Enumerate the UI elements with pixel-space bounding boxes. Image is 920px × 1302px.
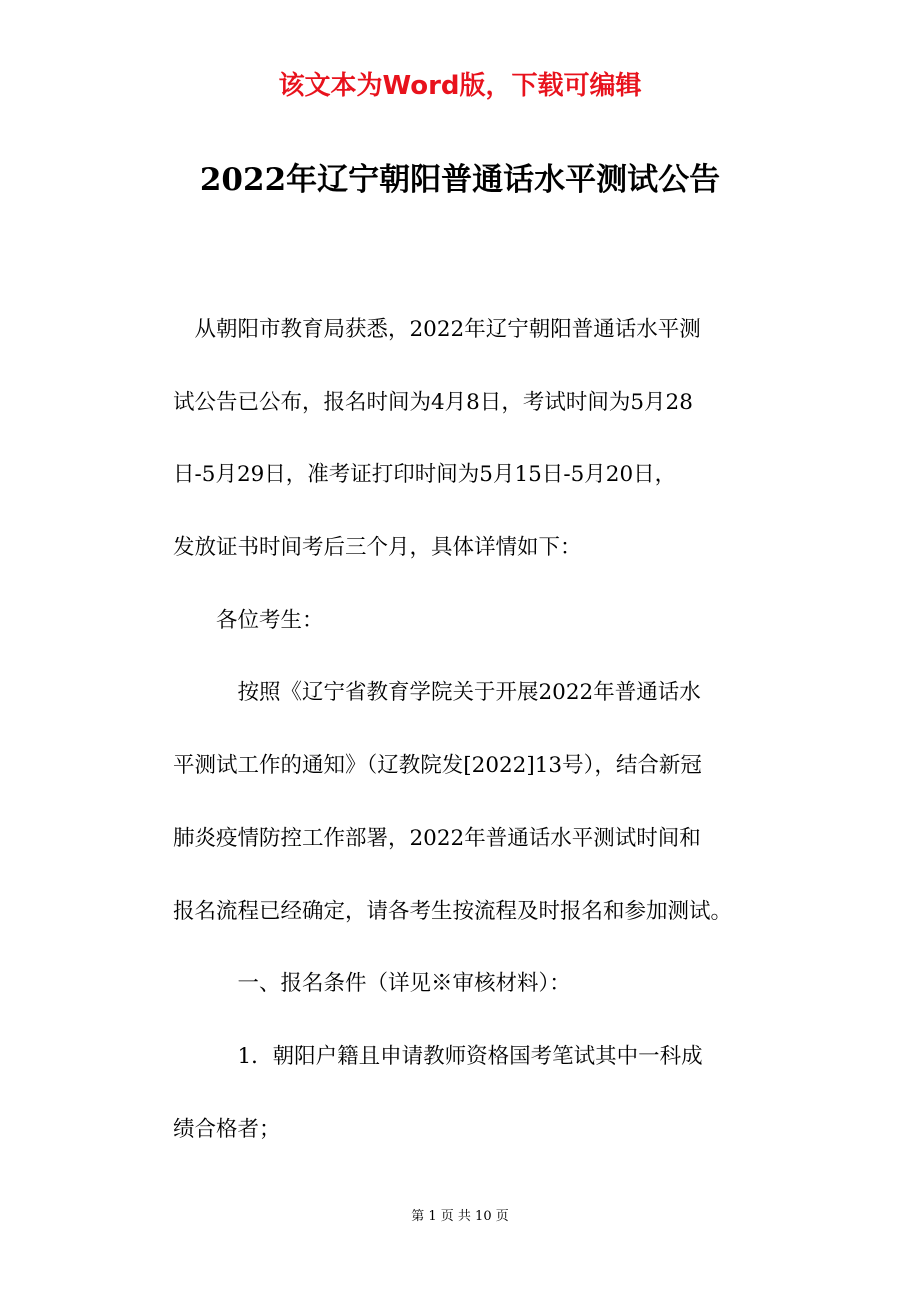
list-item-line: 1．朝阳户籍且申请教师资格国考笔试其中一科成 [173, 1043, 703, 1069]
page-footer: 第 1 页 共 10 页 [411, 1209, 509, 1224]
body-line: 按照《辽宁省教育学院关于开展2022年普通话水 [173, 680, 701, 706]
body-line: 从朝阳市教育局获悉，2022年辽宁朝阳普通话水平测 [173, 317, 701, 342]
document-body [173, 308, 793, 1180]
body-line: 平测试工作的通知》（辽教院发[2022]13号），结合新冠 [173, 753, 702, 779]
list-item-line: 绩合格者； [173, 1116, 281, 1142]
body-line: 试公告已公布，报名时间为4月8日，考试时间为5月28 [173, 389, 693, 415]
greeting-line: 各位考生： [173, 607, 324, 633]
body-line: 发放证书时间考后三个月，具体详情如下： [173, 535, 582, 561]
body-line: 报名流程已经确定，请各考生按流程及时报名和参加测试。 [173, 898, 733, 924]
body-line: 日-5月29日，准考证打印时间为5月15日-5月20日， [173, 462, 677, 488]
document-title: 2022年辽宁朝阳普通话水平测试公告 [199, 162, 721, 198]
body-line: 肺炎疫情防控工作部署，2022年普通话水平测试时间和 [173, 825, 701, 851]
word-version-notice: 该文本为Word版，下载可编辑 [278, 71, 642, 101]
section-heading-line: 一、报名条件（详见※审核材料）： [173, 971, 571, 997]
